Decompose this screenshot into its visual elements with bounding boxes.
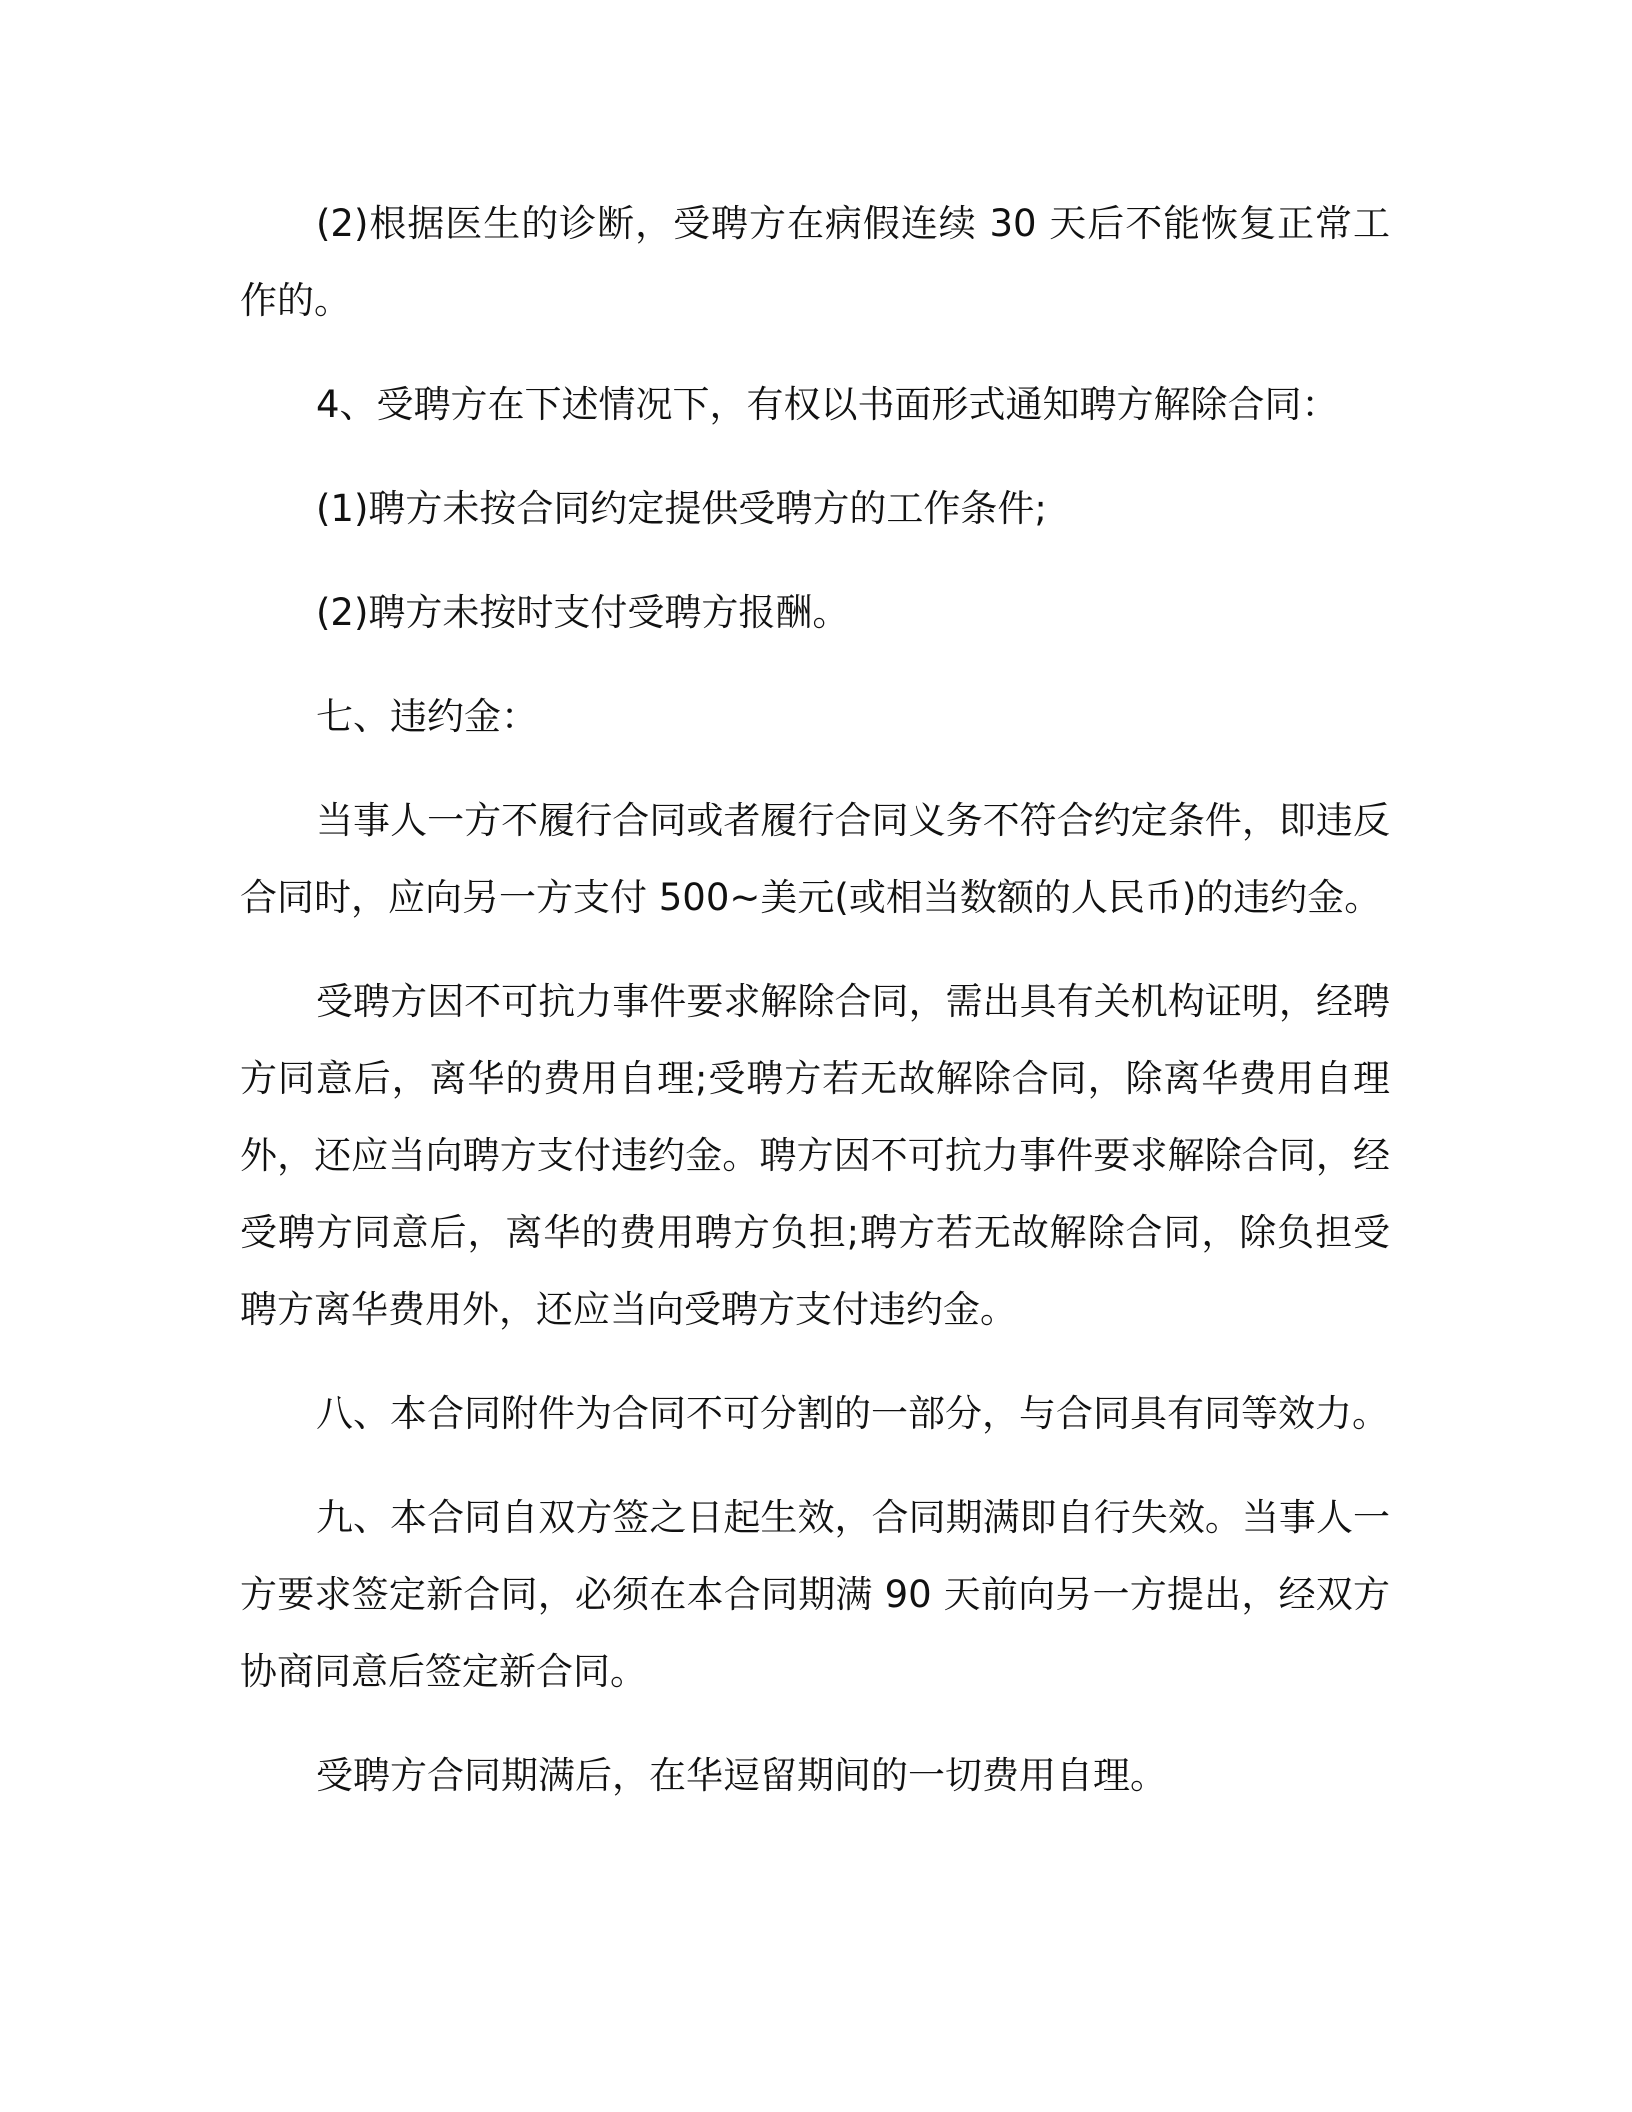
paragraph-force-majeure: 受聘方因不可抗力事件要求解除合同，需出具有关机构证明，经聘方同意后，离华的费用自理;受聘方若无故解除合同，除离华费用自理外，还应当向聘方支付违约金。聘方因不可抗力事件要求解除合同，经受聘方同意后，离华的费用聘方负担;聘方若无故解除合同，除负担受聘方离华费用外，还应当向受聘方支付违约金。 (240, 980, 1390, 1331)
paragraph-employee-termination-rights: 4、受聘方在下述情况下，有权以书面形式通知聘方解除合同： (316, 383, 1339, 426)
paragraph-payment-clause: (2)聘方未按时支付受聘方报酬。 (316, 591, 850, 634)
section-heading-penalty: 七、违约金： (316, 695, 538, 738)
paragraph-expenses-after-term: 受聘方合同期满后，在华逗留期间的一切费用自理。 (316, 1754, 1167, 1797)
paragraph-sick-leave-clause: (2)根据医生的诊断，受聘方在病假连续 30 天后不能恢复正常工作的。 (240, 202, 1390, 322)
paragraph-working-conditions: (1)聘方未按合同约定提供受聘方的工作条件; (316, 487, 1047, 530)
paragraph-breach-penalty: 当事人一方不履行合同或者履行合同义务不符合约定条件，即违反合同时，应向另一方支付 500~美元(或相当数额的人民币)的违约金。 (240, 799, 1390, 919)
paragraph-attachments: 八、本合同附件为合同不可分割的一部分，与合同具有同等效力。 (316, 1392, 1389, 1435)
document-body (240, 185, 1390, 1841)
paragraph-effective-date: 九、本合同自双方签之日起生效，合同期满即自行失效。当事人一方要求签定新合同，必须在本合同期满 90 天前向另一方提出，经双方协商同意后签定新合同。 (240, 1496, 1390, 1693)
